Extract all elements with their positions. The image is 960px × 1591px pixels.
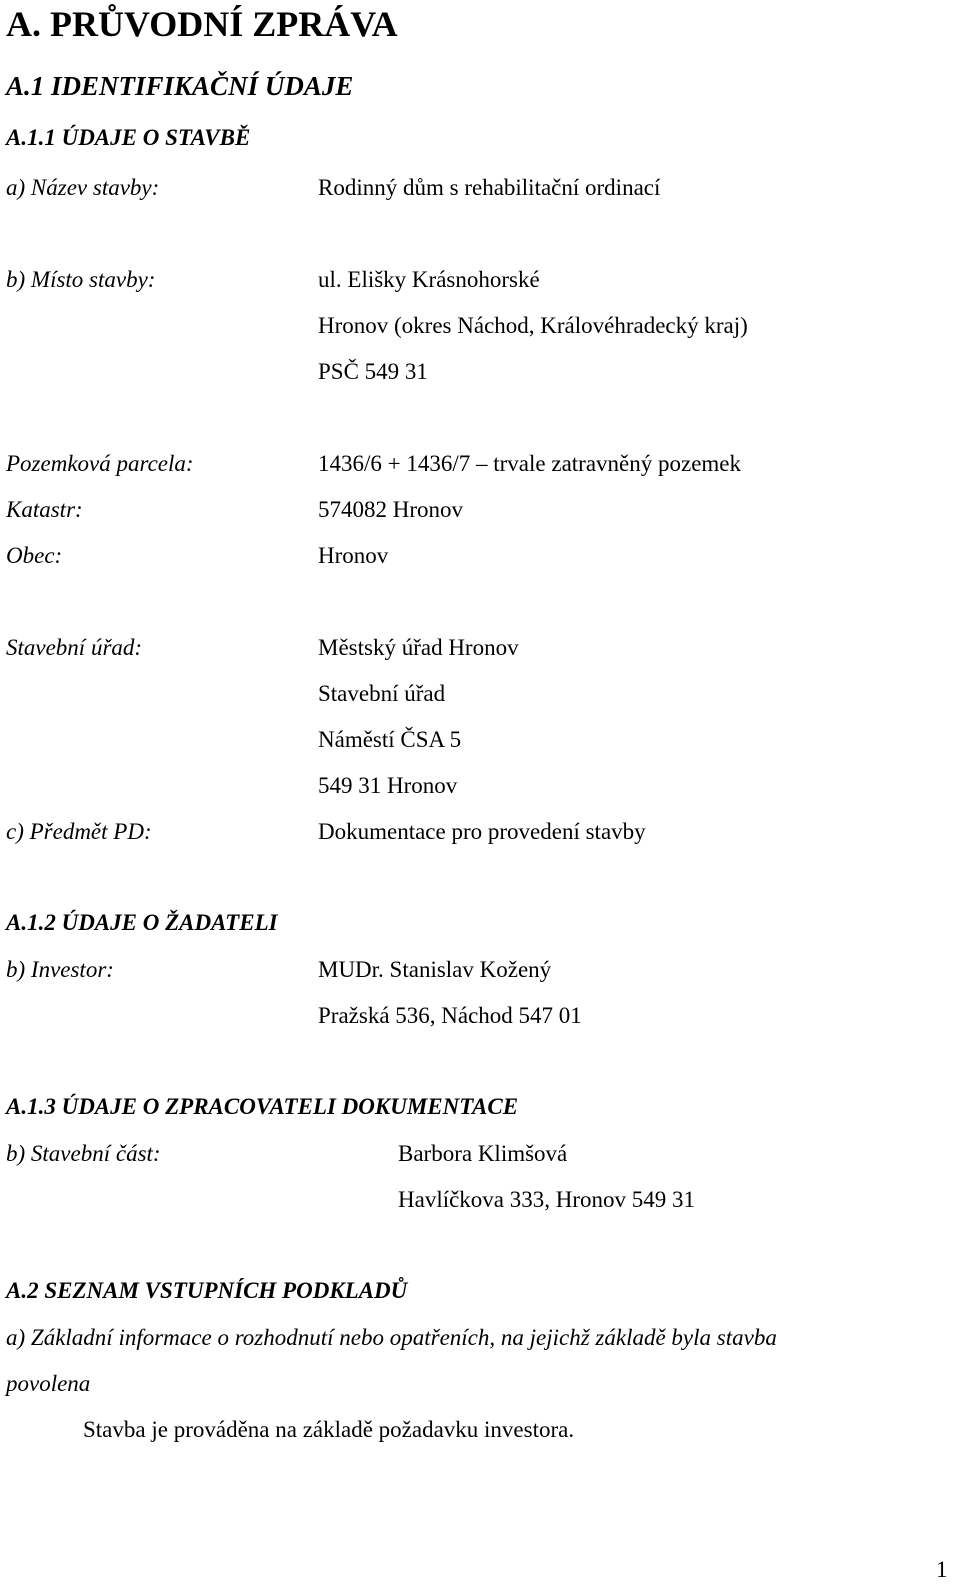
predmet-pd-value: Dokumentace pro provedení stavby [318, 819, 646, 844]
obec-value: Hronov [318, 543, 389, 568]
page-number: 1 [936, 1557, 948, 1582]
stavebni-urad-line: 549 31 Hronov [318, 773, 458, 798]
stavebni-cast-label: b) Stavební část: [6, 1141, 161, 1166]
pozemkova-parcela-value: 1436/6 + 1436/7 – trvale zatravněný pozemek [318, 451, 742, 476]
section-heading-a11: A.1.1 ÚDAJE O STAVBĚ [6, 125, 251, 150]
nazev-stavby-value: Rodinný dům s rehabilitační ordinací [318, 175, 661, 200]
investor-line: MUDr. Stanislav Kožený [318, 957, 552, 982]
podklady-item-a-heading: a) Základní informace o rozhodnutí nebo opatřeních, na jejichž základě byla stavba [6, 1325, 777, 1350]
predmet-pd-label: c) Předmět PD: [6, 819, 152, 844]
misto-stavby-label: b) Místo stavby: [6, 267, 156, 292]
section-heading-a2: A.2 SEZNAM VSTUPNÍCH PODKLADŮ [6, 1278, 408, 1303]
misto-stavby-line: PSČ 549 31 [318, 359, 428, 384]
section-heading-a12: A.1.2 ÚDAJE O ŽADATELI [6, 910, 278, 935]
nazev-stavby-label: a) Název stavby: [6, 175, 160, 200]
section-heading-a1: A.1 IDENTIFIKAČNÍ ÚDAJE [6, 71, 354, 101]
pozemkova-parcela-label: Pozemková parcela: [6, 451, 194, 476]
katastr-value: 574082 Hronov [318, 497, 464, 522]
obec-label: Obec: [6, 543, 63, 568]
stavebni-urad-line: Stavební úřad [318, 681, 446, 706]
podklady-item-a-text: Stavba je prováděna na základě požadavku investora. [83, 1417, 575, 1442]
stavebni-urad-line: Městský úřad Hronov [318, 635, 519, 660]
katastr-label: Katastr: [6, 497, 83, 522]
document-title: A. PRŮVODNÍ ZPRÁVA [6, 4, 398, 44]
stavebni-urad-label: Stavební úřad: [6, 635, 143, 660]
zpracovatel-line: Havlíčkova 333, Hronov 549 31 [398, 1187, 696, 1212]
stavebni-urad-line: Náměstí ČSA 5 [318, 727, 462, 752]
misto-stavby-line: Hronov (okres Náchod, Královéhradecký kraj) [318, 313, 748, 338]
investor-label: b) Investor: [6, 957, 114, 982]
misto-stavby-line: ul. Elišky Krásnohorské [318, 267, 540, 292]
zpracovatel-line: Barbora Klimšová [398, 1141, 568, 1166]
podklady-item-a-heading-cont: povolena [6, 1371, 91, 1396]
investor-line: Pražská 536, Náchod 547 01 [318, 1003, 582, 1028]
section-heading-a13: A.1.3 ÚDAJE O ZPRACOVATELI DOKUMENTACE [6, 1094, 519, 1119]
